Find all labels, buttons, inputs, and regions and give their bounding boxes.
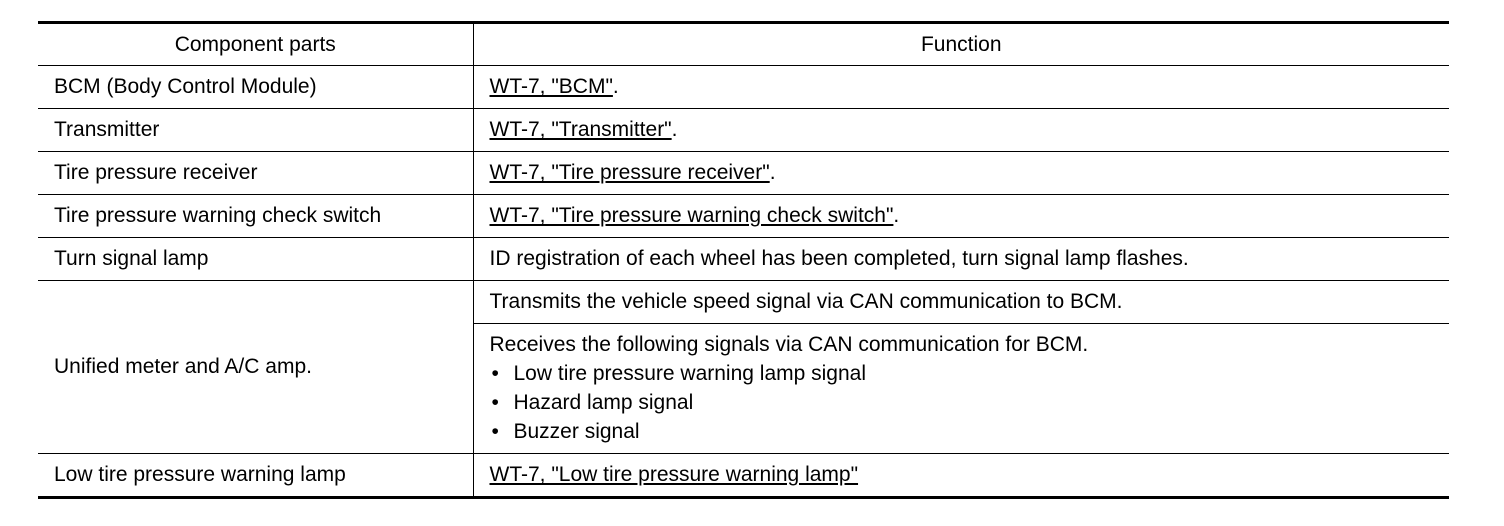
- component-part-cell: Turn signal lamp: [38, 238, 473, 281]
- signal-list: [490, 359, 1434, 446]
- function-cell: [473, 195, 1449, 238]
- function-cell: [473, 109, 1449, 152]
- list-item: • Low tire pressure warning lamp signal: [490, 359, 1434, 388]
- list-item: • Buzzer signal: [490, 417, 1434, 446]
- table-row: [38, 238, 1449, 281]
- function-cell: [473, 324, 1449, 454]
- link-suffix: .: [612, 75, 619, 99]
- column-header-function: Function: [473, 23, 1449, 66]
- reference-link[interactable]: WT-7, "Low tire pressure warning lamp": [489, 463, 859, 487]
- column-header-component-parts: Component parts: [38, 23, 473, 66]
- function-cell: ID registration of each wheel has been completed, turn signal lamp flashes.: [473, 238, 1449, 281]
- table-row: [38, 195, 1449, 238]
- table-row: [38, 152, 1449, 195]
- component-function-table: [38, 21, 1449, 499]
- table-row: [38, 66, 1449, 109]
- link-suffix: .: [671, 118, 678, 142]
- component-part-cell: Tire pressure receiver: [38, 152, 473, 195]
- function-cell: Transmits the vehicle speed signal via CAN communication to BCM.: [473, 281, 1449, 324]
- table-header-row: [38, 23, 1449, 66]
- link-suffix: .: [893, 204, 900, 228]
- function-intro-text: Receives the following signals via CAN communication for BCM.: [489, 333, 1089, 356]
- reference-link[interactable]: WT-7, "Transmitter": [489, 118, 672, 142]
- component-part-cell: BCM (Body Control Module): [38, 66, 473, 109]
- component-part-cell: Transmitter: [38, 109, 473, 152]
- list-item: • Hazard lamp signal: [490, 388, 1434, 417]
- reference-link[interactable]: WT-7, "Tire pressure receiver": [489, 161, 770, 185]
- table-row: [38, 281, 1449, 324]
- table-row: [38, 109, 1449, 152]
- component-part-cell: Low tire pressure warning lamp: [38, 454, 473, 498]
- component-part-cell: Unified meter and A/C amp.: [38, 281, 473, 454]
- component-part-cell: Tire pressure warning check switch: [38, 195, 473, 238]
- function-cell: [473, 454, 1449, 498]
- function-cell: [473, 152, 1449, 195]
- reference-link[interactable]: WT-7, "BCM": [489, 75, 613, 99]
- table-row: [38, 454, 1449, 498]
- function-cell: [473, 66, 1449, 109]
- link-suffix: .: [769, 161, 776, 185]
- reference-link[interactable]: WT-7, "Tire pressure warning check switch": [489, 204, 894, 228]
